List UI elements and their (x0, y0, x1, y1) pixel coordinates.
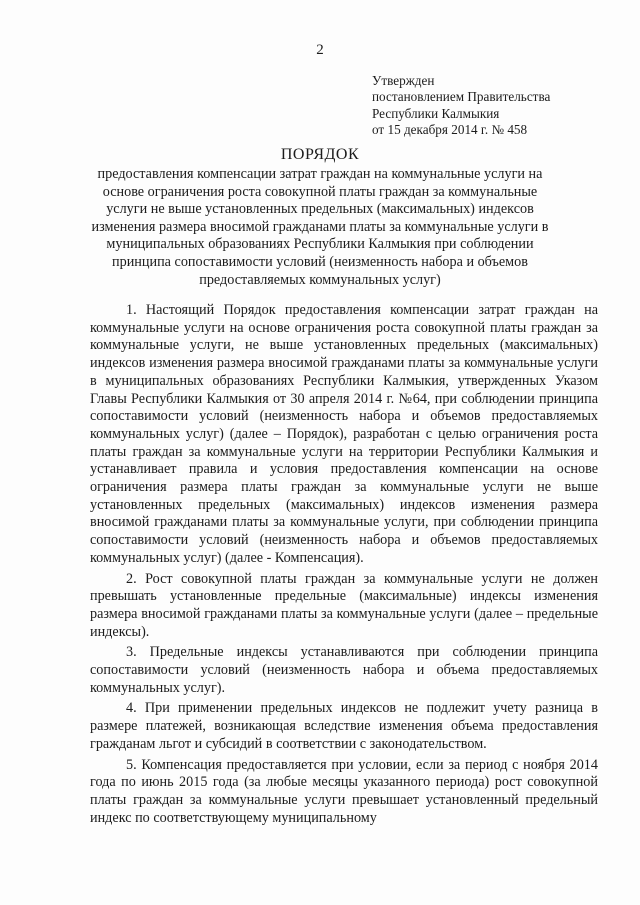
page-number: 2 (316, 42, 324, 58)
approval-line: постановлением Правительства (372, 89, 551, 105)
approval-line: Республики Калмыкия (372, 105, 500, 121)
paragraph-5: 5. Компенсация предоставляется при условии, если за период с ноября 2014 года по июнь 2015 года (за любые месяцы указанного периода) рост совокупной платы граждан за коммунальные услуги превышает установленный предельный индекс по соответствующему муниципальному (90, 756, 598, 826)
approval-line: от 15 декабря 2014 г. № 458 (372, 121, 528, 137)
paragraph-3: 3. Предельные индексы устанавливаются при соблюдении принципа сопоставимости условий (неизменность набора и объема предоставляемых коммунальных услуг). (90, 644, 598, 696)
paragraph-4: 4. При применении предельных индексов не подлежит учету разница в размере платежей, возникающая вследствие изменения объема предоставления гражданам льгот и субсидий в соответствии с законодательством. (90, 700, 598, 752)
document-body (90, 302, 598, 830)
subtitle-line: изменения размера вносимой гражданами платы за коммунальные услуги в (91, 218, 549, 235)
approval-line: Утвержден (372, 73, 435, 88)
subtitle-line: принципа сопоставимости условий (неизменность набора и объемов (112, 253, 528, 270)
subtitle-line: предоставляемых коммунальных услуг) (199, 271, 441, 288)
document-title: ПОРЯДОК (280, 146, 360, 163)
subtitle-line: муниципальных образованиях Республики Калмыкия при соблюдении (106, 236, 534, 253)
document-subtitle (0, 166, 640, 289)
paragraph-1: 1. Настоящий Порядок предоставления компенсации затрат граждан на коммунальные услуги на основе ограничения роста совокупной платы граждан за коммунальные услуги, не выше установленных предельных (максимальных) индексов изменения размера вносимой гражданами платы за коммунальные услуги в муниципальных образованиях Республики Калмыкия, утвержденных Указом Главы Республики Калмыкия от 30 апреля 2014 г. №64, при соблюдении принципа сопоставимости условий (неизменность набора и объемов предоставляемых коммунальных услуг) (далее – Порядок), разработан с целью ограничения роста платы граждан за коммунальные услуги на территории Республики Калмыкия и устанавливает правила и условия предоставления компенсации на основе ограничения размера платы граждан за коммунальные услуги не выше установленных предельных (максимальных) индексов изменения размера вносимой гражданами платы за коммунальные услуги, при соблюдении принципа сопоставимости условий (неизменность набора и объемов предоставляемых коммунальных услуг) (далее - Компенсация). (90, 302, 598, 566)
subtitle-line: услуги не выше установленных предельных (максимальных) индексов (106, 201, 534, 218)
subtitle-line: основе ограничения роста совокупной платы граждан за коммунальные (102, 183, 538, 200)
paragraph-2: 2. Рост совокупной платы граждан за коммунальные услуги не должен превышать установленные предельные (максимальные) индексы изменения размера вносимой гражданами платы за коммунальные услуги (далее – предельные индексы). (90, 570, 598, 640)
approval-block (372, 73, 550, 138)
subtitle-line: предоставления компенсации затрат граждан на коммунальные услуги на (97, 166, 543, 182)
